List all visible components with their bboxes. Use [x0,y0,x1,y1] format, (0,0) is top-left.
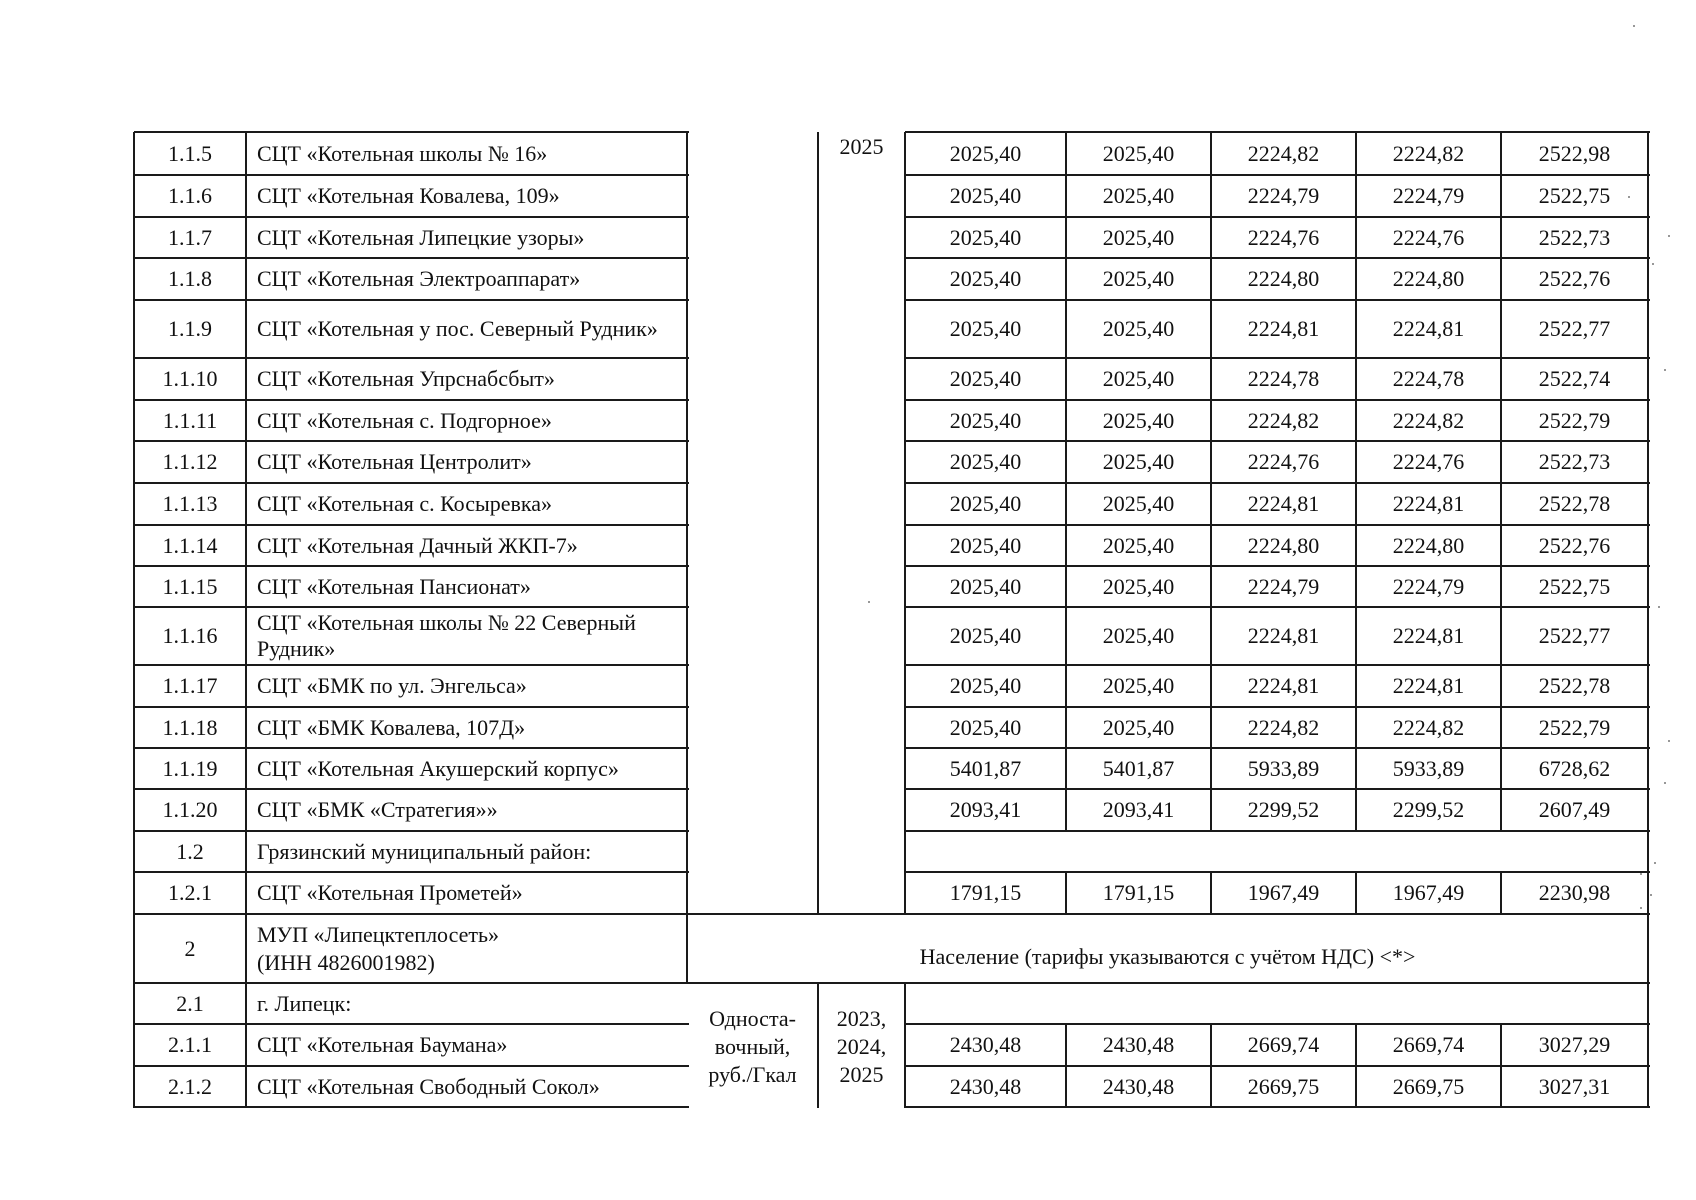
row-name: СЦТ «Котельная Баумана» [257,1032,508,1057]
tariff-value: 2025,40 [1102,714,1175,740]
row-number: 1.1.7 [168,224,212,250]
table-rule [1355,1024,1357,1108]
row-name: СЦТ «Котельная Липецкие узоры» [257,224,585,250]
row-number: 2.1.1 [168,1032,212,1057]
tariff-value: 2522,77 [1538,316,1611,341]
scan-speck [1654,862,1656,864]
table-rule [1065,1024,1067,1108]
tariff-value: 2093,41 [1102,797,1175,822]
table-rule [905,257,1650,259]
table-rule [1355,872,1357,915]
year-label-line: 2025 [839,1062,884,1087]
scan-speck [1668,235,1670,237]
scan-speck [1640,873,1642,875]
unit-label-line: руб./Гкал [708,1062,797,1087]
table-rule [905,706,1650,708]
tariff-value: 2093,41 [949,797,1022,822]
tariff-value: 2522,75 [1538,183,1611,208]
table-rule [905,830,1650,832]
table-rule [134,747,689,749]
tariff-value: 2522,78 [1538,491,1611,516]
table-rule [905,399,1650,401]
tariff-value: 2025,40 [949,316,1022,341]
table-rule [134,131,689,133]
tariff-value: 2224,81 [1392,491,1465,516]
row-number: 1.1.12 [162,449,218,474]
scan-speck [1652,263,1654,265]
tariff-value: 2522,79 [1538,407,1611,433]
tariff-value: 5933,89 [1392,755,1465,781]
table-rule [905,1106,1650,1108]
table-rule [1500,1024,1502,1108]
row-number: 1.1.16 [162,623,218,648]
scan-speck [1668,740,1670,742]
org-name-line1: МУП «Липецктеплосеть» [257,922,500,947]
year-label: 2025 [839,134,884,159]
table-rule [134,1065,689,1067]
tariff-value: 1791,15 [1102,880,1175,905]
tariff-value: 2025,40 [1102,183,1175,208]
table-rule [905,216,1650,218]
year-label-line: 2024, [836,1034,887,1059]
tariff-value: 2025,40 [1102,623,1175,648]
tariff-value: 2025,40 [1102,366,1175,391]
table-rule [134,216,689,218]
tariff-value: 2025,40 [1102,573,1175,599]
tariff-value: 2522,73 [1538,449,1611,474]
tariff-value: 2025,40 [949,714,1022,740]
scan-speck [1640,907,1642,909]
row-name: СЦТ «Котельная Дачный ЖКП-7» [257,532,578,558]
table-rule [905,174,1650,176]
tariff-value: 2224,80 [1392,532,1465,558]
table-rule [134,299,689,301]
tariff-value: 2224,81 [1392,673,1465,698]
year-label-line: 2023, [836,1006,887,1031]
tariff-value: 2224,79 [1392,183,1465,208]
table-rule [905,1023,1650,1025]
row-number: 2.1 [176,990,204,1016]
tariff-value: 5401,87 [1102,755,1175,781]
org-name-line2: (ИНН 4826001982) [257,950,435,975]
row-name: СЦТ «Котельная Центролит» [257,449,532,474]
tariff-value: 2025,40 [949,266,1022,291]
tariff-value: 2224,76 [1247,449,1320,474]
tariff-value: 2025,40 [1102,140,1175,166]
row-name: СЦТ «Котельная школы № 16» [257,140,548,166]
table-rule [134,664,689,666]
table-rule [134,565,689,567]
table-rule [905,871,1650,873]
table-rule [134,174,689,176]
row-number: 1.1.19 [162,755,218,781]
tariff-value: 1967,49 [1247,880,1320,905]
table-rule [134,830,689,832]
table-rule [134,257,689,259]
table-rule [1210,1024,1212,1108]
table-rule [905,788,1650,790]
table-rule [905,747,1650,749]
row-number: 1.1.17 [162,673,218,698]
tariff-value: 2025,40 [1102,449,1175,474]
row-number: 1.1.10 [162,366,218,391]
tariff-value: 2025,40 [1102,266,1175,291]
tariff-value: 2224,82 [1392,714,1465,740]
table-rule [134,606,689,608]
tariff-value: 3027,31 [1538,1073,1611,1099]
table-rule [905,606,1650,608]
row-number: 1.1.13 [162,491,218,516]
tariff-value: 5401,87 [949,755,1022,781]
row-number: 1.1.9 [168,316,212,341]
tariff-value: 2669,74 [1392,1032,1465,1057]
table-rule [686,914,688,984]
tariff-value: 2224,81 [1392,316,1465,341]
table-rule [905,565,1650,567]
scan-speck [1664,369,1666,371]
table-rule [134,871,689,873]
table-rule [817,132,819,915]
tariff-value: 2224,81 [1247,316,1320,341]
row-name: СЦТ «Котельная Свободный Сокол» [257,1073,600,1099]
tariff-value: 2025,40 [949,491,1022,516]
tariff-value: 2224,81 [1247,673,1320,698]
scan-speck [1664,782,1666,784]
tariff-value: 2299,52 [1392,797,1465,822]
tariff-value: 2025,40 [1102,491,1175,516]
tariff-value: 2669,74 [1247,1032,1320,1057]
tariff-value: 6728,62 [1538,755,1611,781]
row-number: 1.1.14 [162,532,218,558]
unit-label-line: Односта- [709,1006,796,1031]
tariff-value: 2224,82 [1247,140,1320,166]
table-rule [134,1106,689,1108]
scan-speck [1633,25,1635,27]
population-note: Население (тарифы указываются с учётом НДС) <*> [919,944,1416,969]
table-rule [134,399,689,401]
tariff-value: 3027,29 [1538,1032,1611,1057]
tariff-value: 2025,40 [949,183,1022,208]
table-rule [905,357,1650,359]
tariff-value: 2025,40 [949,673,1022,698]
row-number: 1.1.15 [162,573,218,599]
row-name: СЦТ «Котельная Ковалева, 109» [257,183,560,208]
tariff-value: 2025,40 [949,407,1022,433]
tariff-value: 2025,40 [1102,316,1175,341]
tariff-value: 2224,79 [1392,573,1465,599]
table-rule [1500,872,1502,915]
tariff-value: 2025,40 [1102,673,1175,698]
row-number: 1.1.5 [168,140,212,166]
tariff-value: 2224,79 [1247,573,1320,599]
row-name: СЦТ «Котельная школы № 22 Северный Рудник» [257,610,636,661]
tariff-value: 2224,78 [1247,366,1320,391]
table-rule [817,983,819,1108]
tariff-value: 2224,81 [1392,623,1465,648]
tariff-value: 2025,40 [949,140,1022,166]
row-number: 1.1.18 [162,714,218,740]
tariff-value: 2522,79 [1538,714,1611,740]
table-rule [134,357,689,359]
row-name: СЦТ «Котельная с. Подгорное» [257,407,552,433]
row-name: СЦТ «Котельная Электроаппарат» [257,266,581,291]
table-rule [134,482,689,484]
row-name: СЦТ «БМК «Стратегия»» [257,797,498,822]
table-rule [134,913,1650,915]
row-name: СЦТ «БМК по ул. Энгельса» [257,673,527,698]
tariff-value: 2025,40 [949,449,1022,474]
tariff-value: 1791,15 [949,880,1022,905]
row-number: 1.2 [176,838,204,864]
row-name: СЦТ «Котельная Пансионат» [257,573,531,599]
tariff-value: 2224,82 [1247,407,1320,433]
row-number: 1.1.20 [162,797,218,822]
table-rule [134,706,689,708]
table-rule [905,440,1650,442]
tariff-value: 2025,40 [949,623,1022,648]
tariff-value: 2522,74 [1538,366,1611,391]
tariff-value: 2224,80 [1247,532,1320,558]
tariff-value: 2025,40 [1102,407,1175,433]
table-rule [1065,132,1067,832]
tariff-value: 2025,40 [949,224,1022,250]
row-number: 2.1.2 [168,1073,212,1099]
tariff-value: 2025,40 [949,366,1022,391]
tariff-value: 2224,80 [1247,266,1320,291]
row-name: СЦТ «Котельная Акушерский корпус» [257,755,619,781]
row-name: СЦТ «Котельная Упрснабсбыт» [257,366,555,391]
tariff-value: 2224,76 [1392,449,1465,474]
row-number: 1.2.1 [168,880,212,905]
tariff-value: 5933,89 [1247,755,1320,781]
tariff-value: 2025,40 [1102,224,1175,250]
table-rule [134,788,689,790]
row-name: г. Липецк: [257,990,352,1016]
table-rule [905,1065,1650,1067]
tariff-value: 2224,76 [1392,224,1465,250]
tariff-value: 2430,48 [1102,1073,1175,1099]
row-name: СЦТ «Котельная Прометей» [257,880,523,905]
tariff-value: 2224,81 [1247,623,1320,648]
org-number: 2 [184,935,196,961]
table-rule [905,131,1650,133]
table-rule [905,482,1650,484]
table-rule [134,1023,689,1025]
row-number: 1.1.11 [162,407,218,433]
tariff-value: 2025,40 [949,532,1022,558]
tariff-value: 2430,48 [949,1032,1022,1057]
tariff-value: 2669,75 [1247,1073,1320,1099]
table-rule [904,983,906,1108]
tariff-value: 2522,98 [1538,140,1611,166]
tariff-value: 2522,76 [1538,266,1611,291]
table-rule [905,299,1650,301]
tariff-value: 2224,79 [1247,183,1320,208]
table-rule [905,524,1650,526]
table-rule [134,524,689,526]
table-rule [134,440,689,442]
scan-speck [1628,196,1630,198]
table-rule [1500,132,1502,832]
tariff-value: 2430,48 [949,1073,1022,1099]
table-rule [686,132,688,915]
tariff-value: 2025,40 [949,573,1022,599]
scan-speck [1650,894,1652,896]
table-rule [905,664,1650,666]
tariff-value: 2224,81 [1247,491,1320,516]
table-rule [904,132,906,915]
tariff-value: 2669,75 [1392,1073,1465,1099]
tariff-value: 2522,73 [1538,224,1611,250]
tariff-value: 2607,49 [1538,797,1611,822]
table-rule [1065,872,1067,915]
row-name: СЦТ «Котельная у пос. Северный Рудник» [257,316,658,341]
tariff-value: 2224,80 [1392,266,1465,291]
tariff-value: 2025,40 [1102,532,1175,558]
tariff-value: 2224,82 [1392,407,1465,433]
unit-label-line: вочный, [714,1034,791,1059]
tariff-value: 2224,82 [1392,140,1465,166]
table-rule [1210,132,1212,832]
scan-speck [868,601,870,603]
row-name: СЦТ «Котельная с. Косыревка» [257,491,553,516]
tariff-value: 2522,77 [1538,623,1611,648]
row-name: СЦТ «БМК Ковалева, 107Д» [257,714,526,740]
row-name: Грязинский муниципальный район: [257,838,592,864]
tariff-value: 2522,75 [1538,573,1611,599]
tariff-value: 2224,78 [1392,366,1465,391]
tariff-value: 1967,49 [1392,880,1465,905]
table-rule [1210,872,1212,915]
tariff-value: 2230,98 [1538,880,1611,905]
tariff-value: 2224,82 [1247,714,1320,740]
table-rule [1355,132,1357,832]
row-number: 1.1.6 [168,183,212,208]
row-number: 1.1.8 [168,266,212,291]
tariff-value: 2522,78 [1538,673,1611,698]
scan-speck [1658,606,1660,608]
tariff-value: 2224,76 [1247,224,1320,250]
tariff-value: 2430,48 [1102,1032,1175,1057]
tariff-value: 2522,76 [1538,532,1611,558]
tariff-value: 2299,52 [1247,797,1320,822]
